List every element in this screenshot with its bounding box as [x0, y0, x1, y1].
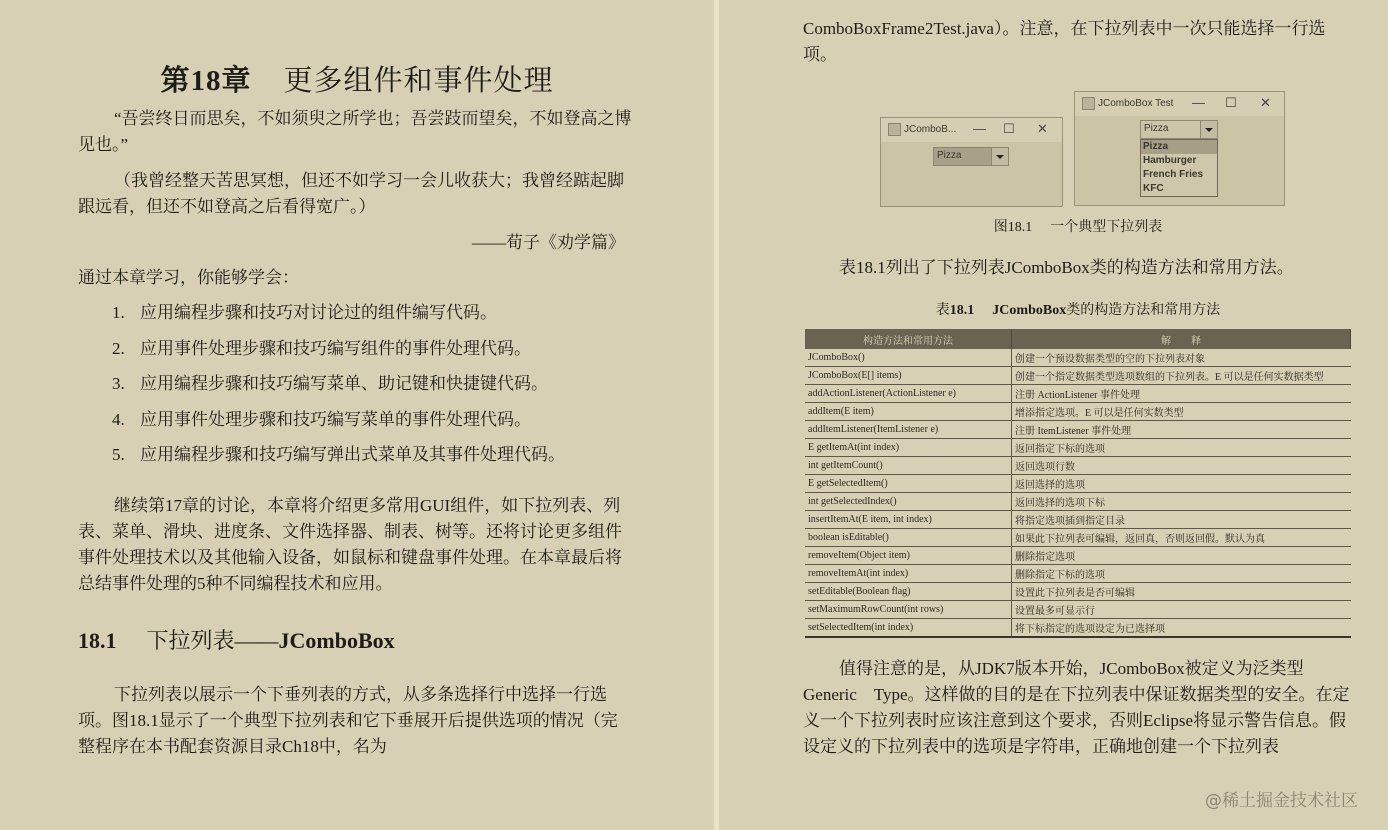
chapter-name: 更多组件和事件处理: [283, 65, 554, 97]
list-item: 3. 应用编程步骤和技巧编写菜单、助记键和快捷键代码。: [112, 374, 548, 393]
section-heading: [78, 624, 395, 655]
list-item: 4. 应用事件处理步骤和技巧编写菜单的事件处理代码。: [112, 409, 531, 429]
table-row: removeItemAt(int index) 删除指定下标的选项: [805, 565, 1351, 583]
jcombobox-window-large: [1074, 91, 1285, 206]
table-row: addItemListener(ItemListener e) 注册 ItemListener 事件处理: [805, 421, 1351, 439]
watermark: @稀土掘金技术社区: [1205, 791, 1358, 811]
section-title-cn: 下拉列表——: [146, 628, 279, 653]
close-icon[interactable]: ✕: [1260, 95, 1271, 110]
minimize-icon[interactable]: —: [1192, 95, 1205, 110]
list-item: 2. 应用事件处理步骤和技巧编写组件的事件处理代码。: [112, 338, 531, 358]
column-header-description: 解 释: [1012, 329, 1351, 349]
java-app-icon: [888, 123, 901, 136]
combo-selected-value: Pizza: [937, 150, 962, 161]
list-item: 5. 应用编程步骤和技巧编写弹出式菜单及其事件处理代码。: [112, 445, 565, 464]
chapter-overview-paragraph: 继续第17章的讨论，本章将介绍更多常用GUI组件，如下拉列表、列表、菜单、滑块、进度条、文件选择器、制表、树等。还将讨论更多组件事件处理技术以及其他输入设备，如鼠标和键盘事件处理。在本章最后将总结事件处理的5种不同编程技术和应用。: [78, 496, 622, 593]
table-row: removeItem(Object item) 删除指定选项: [805, 547, 1351, 565]
table-row: addActionListener(ActionListener e) 注册 ActionListener 事件处理: [805, 385, 1351, 403]
table-row: E getItemAt(int index) 返回指定下标的选项: [805, 439, 1351, 457]
window-titlebar: [1075, 92, 1284, 116]
dropdown-option[interactable]: French Fries: [1143, 169, 1204, 180]
right-paragraph-3: 值得注意的是，从JDK7版本开始，JComboBox被定义为泛类型Generic Type。这样做的目的是在下拉列表中保证数据类型的安全。在定义一个下拉列表时应该注意到这个要求，否则Eclipse将显示警告信息。假设定义的下拉列表中的选项是字符串，正确地创建一个下拉列表: [803, 659, 1350, 756]
section-paragraph: 下拉列表以展示一个下垂列表的方式，从多条选择行中选择一行选项。图18.1显示了一个典型下拉列表和它下垂展开后提供选项的情况（完整程序在本书配套资源目录Ch18中，名为: [78, 685, 618, 756]
table-row: E getSelectedItem() 返回选择的选项: [805, 475, 1351, 493]
quote-classical: “吾尝终日而思矣，不如须臾之所学也；吾尝跂而望矣，不如登高之博见也。”: [78, 109, 632, 154]
combo-box[interactable]: [933, 147, 1009, 166]
figure-caption: 图18.1 一个典型下拉列表: [993, 220, 1163, 235]
table-header-row: [805, 329, 1351, 349]
dropdown-option[interactable]: Pizza: [1141, 140, 1217, 154]
table-row: JComboBox() 创建一个预设数据类型的空的下拉列表对象: [805, 349, 1351, 367]
right-paragraph-1: ComboBoxFrame2Test.java）。注意，在下拉列表中一次只能选择一行选项。: [803, 19, 1326, 64]
chapter-title: [0, 58, 714, 99]
table-caption: 表18.1 JComboBox类的构造方法和常用方法: [935, 303, 1221, 318]
dropdown-option[interactable]: Hamburger: [1143, 155, 1197, 166]
table-row: JComboBox(E[] items) 创建一个指定数据类型选项数组的下拉列表。E 可以是任何实数据类型: [805, 367, 1351, 385]
window-titlebar: [881, 118, 1062, 142]
table-row: setMaximumRowCount(int rows) 设置最多可显示行: [805, 601, 1351, 619]
minimize-icon[interactable]: —: [973, 121, 986, 136]
chapter-number: 第18章: [160, 65, 252, 97]
combo-selected-value: Pizza: [1144, 123, 1169, 134]
combo-dropdown-list: [1140, 139, 1218, 197]
dropdown-option[interactable]: KFC: [1143, 183, 1164, 194]
learning-goals-list: [112, 300, 565, 478]
table-row: int getSelectedIndex() 返回选择的选项下标: [805, 493, 1351, 511]
window-title: JComboBox Test: [1098, 98, 1174, 109]
jcombobox-window-small: [880, 117, 1063, 207]
chevron-down-icon[interactable]: [1200, 121, 1217, 138]
combo-box[interactable]: [1140, 120, 1218, 139]
table-row: insertItemAt(E item, int index) 将指定选项插到指定目录: [805, 511, 1351, 529]
table-row: boolean isEditable() 如果此下拉列表可编辑，返回真，否则返回假。默认为真: [805, 529, 1351, 547]
quote-source: ——荀子《劝学篇》: [472, 233, 625, 252]
column-header-method: 构造方法和常用方法: [805, 329, 1012, 349]
maximize-icon[interactable]: ☐: [1225, 95, 1237, 110]
right-paragraph-2: 表18.1列出了下拉列表JComboBox类的构造方法和常用方法。: [839, 258, 1294, 277]
table-row: setSelectedItem(int index) 将下标指定的选项设定为已选择项: [805, 619, 1351, 638]
learning-intro: 通过本章学习，你能够学会：: [78, 268, 299, 287]
table-row: addItem(E item) 增添指定选项。E 可以是任何实数类型: [805, 403, 1351, 421]
quote-translation: （我曾经整天苦思冥想，但还不如学习一会儿收获大；我曾经踮起脚跟远看，但还不如登高之后看得宽广。）: [78, 171, 624, 216]
maximize-icon[interactable]: ☐: [1003, 121, 1015, 136]
close-icon[interactable]: ✕: [1037, 121, 1048, 136]
section-title-en: JComboBox: [278, 628, 395, 653]
java-app-icon: [1082, 97, 1095, 110]
chevron-down-icon[interactable]: [991, 148, 1008, 165]
list-item: 1. 应用编程步骤和技巧对讨论过的组件编写代码。: [112, 303, 497, 322]
table-row: setEditable(Boolean flag) 设置此下拉列表是否可编辑: [805, 583, 1351, 601]
window-title: JComboB...: [904, 124, 957, 135]
table-row: int getItemCount() 返回选项行数: [805, 457, 1351, 475]
section-number: 18.1: [78, 628, 117, 653]
jcombobox-methods-table: [805, 329, 1351, 638]
